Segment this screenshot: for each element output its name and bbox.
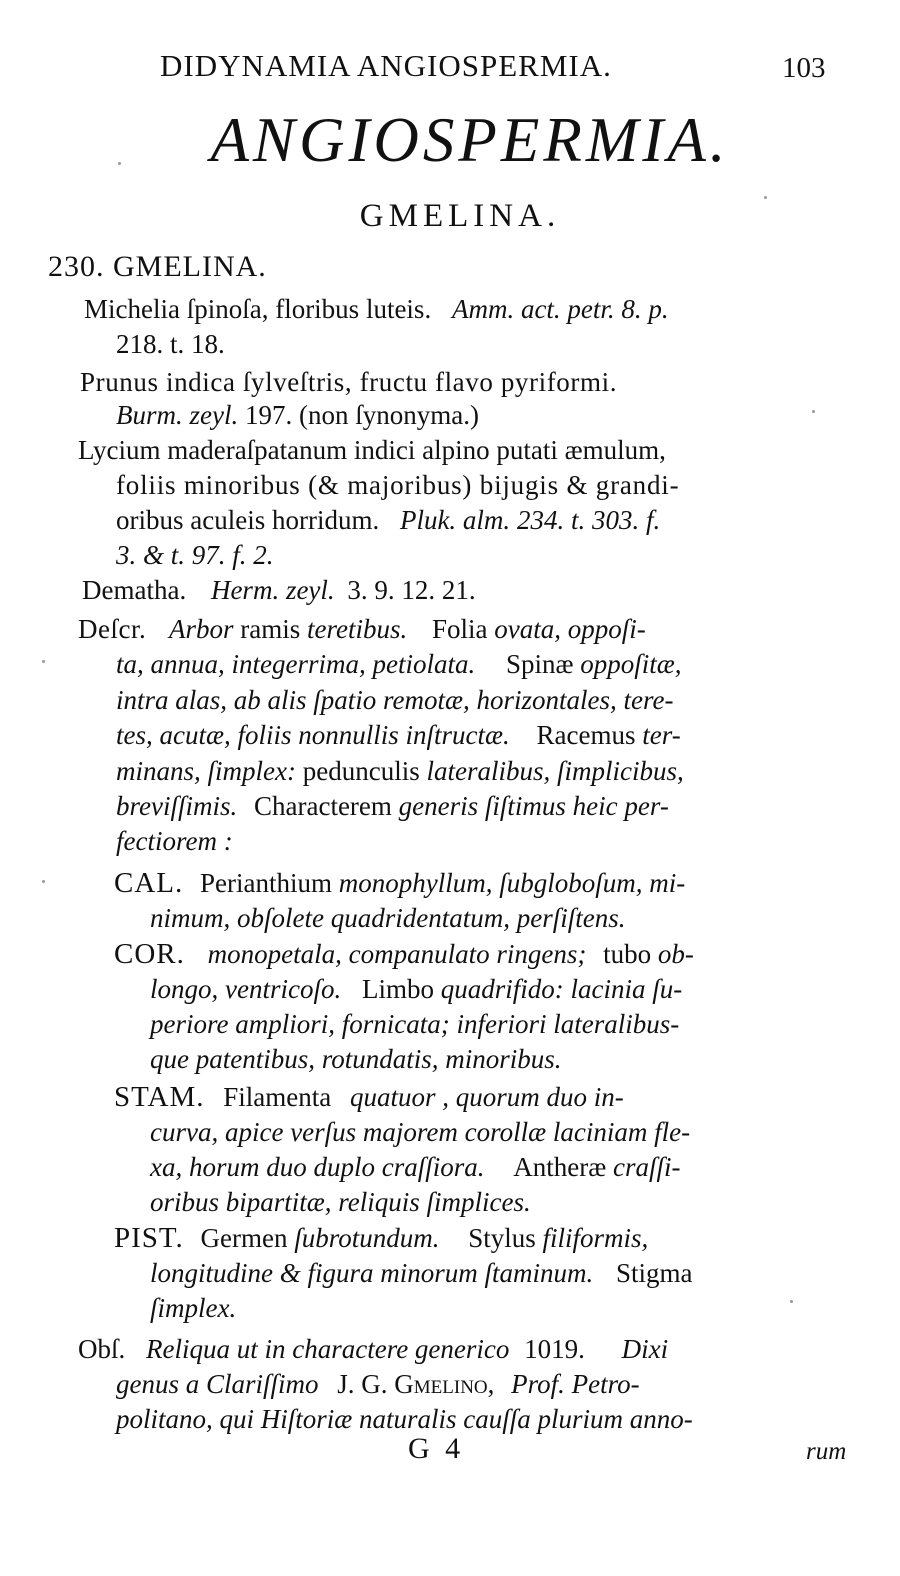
- synonym-prunus-line-2: [116, 398, 479, 433]
- character-term: monophyllum, ſubgloboſum, mi-: [338, 868, 686, 898]
- genus-heading: GMELINA.: [359, 198, 561, 234]
- description-line-6: [116, 789, 669, 824]
- description-term: ta, annua, integerrima, petiolata.: [116, 649, 476, 679]
- description-line-5: [116, 754, 684, 789]
- character-cal-line-1: [114, 866, 685, 901]
- observation-term: Dixi: [621, 1334, 669, 1364]
- character-cor-line-2: [150, 972, 682, 1007]
- description-term: lateralibus, ſimplicibus,: [426, 756, 684, 786]
- description-text: Folia: [432, 614, 488, 644]
- synonym-michelia-line-2: 218. t. 18.: [116, 329, 225, 359]
- section-title: ANGIOSPERMIA.: [210, 105, 730, 175]
- synonym-lycium-line-3: [116, 503, 660, 538]
- running-head: [0, 48, 900, 92]
- character-term: quadrifido: lacinia ſu-: [440, 974, 683, 1004]
- character-cor-line-3: periore ampliori, fornicata; inferiori lateralibus-: [150, 1009, 680, 1039]
- description-line-2: [116, 647, 682, 682]
- observation-text: 1019.: [524, 1334, 585, 1364]
- character-label: CAL.: [114, 867, 184, 899]
- description-term: breviſſimis.: [116, 791, 238, 821]
- character-text: Perianthium: [200, 868, 332, 898]
- print-speck: [42, 660, 45, 663]
- synonym-lycium-line-4: 3. & t. 97. f. 2.: [116, 540, 274, 570]
- synonym-reference-tail: 234. t. 303. f.: [516, 505, 661, 535]
- synonym-text: oribus aculeis horridum.: [116, 505, 380, 535]
- character-text: Stigma: [616, 1258, 693, 1288]
- description-text: Spinæ: [505, 649, 574, 679]
- character-term: monopetala, companulato ringens;: [207, 939, 587, 969]
- character-text: Germen: [200, 1223, 288, 1253]
- character-cor-line-4: que patentibus, rotundatis, minoribus.: [150, 1044, 562, 1074]
- observation-term: Prof. Petro-: [511, 1369, 640, 1399]
- observation-label: Obſ.: [78, 1334, 126, 1364]
- print-speck: [764, 196, 767, 199]
- synonym-text: 197. (non ſynonyma.): [244, 400, 479, 430]
- description-term: minans, ſimplex:: [116, 756, 296, 786]
- character-label: COR.: [114, 938, 185, 970]
- description-text: Racemus: [536, 720, 636, 750]
- description-text: ramis: [240, 614, 301, 644]
- print-speck: [42, 880, 45, 883]
- synonym-dematha-line: [82, 573, 476, 608]
- synonym-reference: Pluk. alm.: [399, 505, 511, 535]
- description-line-4: [116, 718, 681, 753]
- description-line-7: fectiorem :: [116, 826, 233, 856]
- character-stam-line-2: curva, apice verſus majorem corollæ laciniam fle-: [150, 1117, 691, 1147]
- character-text: Stylus: [468, 1223, 536, 1253]
- description-line-3: intra alas, ab alis ſpatio remotæ, horizontales, tere-: [116, 685, 674, 715]
- signature-mark: G 4: [408, 1432, 465, 1465]
- character-stam-line-1: [114, 1080, 624, 1115]
- synonym-lycium-line-2: foliis minoribus (& majoribus) bijugis & grandi-: [116, 470, 680, 500]
- character-text: tubo: [603, 939, 652, 969]
- description-term: ovata, oppoſi-: [494, 614, 646, 644]
- person-name: J. G. Gmelino,: [337, 1369, 495, 1399]
- observation-line-2: [116, 1367, 640, 1402]
- character-text: Limbo: [361, 974, 434, 1004]
- description-term: ter-: [642, 720, 681, 750]
- character-term: longitudine & figura minorum ſtaminum.: [150, 1258, 594, 1288]
- print-speck: [790, 1300, 793, 1303]
- synonym-reference-tail: 3. 9. 12. 21.: [347, 575, 476, 605]
- synonym-text: Michelia ſpinoſa, floribus luteis.: [84, 294, 432, 324]
- character-stam-line-4: oribus bipartitæ, reliquis ſimplices.: [150, 1187, 531, 1217]
- print-speck: [118, 162, 121, 165]
- description-term: generis ſiſtimus heic per-: [398, 791, 669, 821]
- catchword: rum: [806, 1438, 847, 1465]
- page-number: 103: [782, 52, 826, 84]
- character-stam-line-3: [150, 1150, 680, 1185]
- synonym-reference: Burm. zeyl.: [116, 400, 239, 430]
- character-label: PIST.: [114, 1222, 184, 1254]
- character-text: Filamenta: [223, 1082, 332, 1112]
- synonym-text: Dematha.: [82, 575, 187, 605]
- character-cal-line-2: nimum, obſolete quadridentatum, perſiſtens.: [150, 903, 626, 933]
- character-term: craſſi-: [612, 1152, 681, 1182]
- description-text: pedunculis: [302, 756, 420, 786]
- observation-line-1: [78, 1332, 668, 1367]
- character-text: Antheræ: [513, 1152, 607, 1182]
- character-term: ſubrotundum.: [294, 1223, 440, 1253]
- synonym-michelia-line-1: [84, 292, 669, 327]
- observation-term: genus a Clariſſimo: [116, 1369, 319, 1399]
- description-term: oppoſitæ,: [580, 649, 682, 679]
- synonym-lycium-line-1: Lycium maderaſpatanum indici alpino putati æmulum,: [78, 435, 666, 465]
- character-cor-line-1: [114, 937, 694, 972]
- character-term: quatuor , quorum duo in-: [349, 1082, 624, 1112]
- running-head-title: DIDYNAMIA ANGIOSPERMIA.: [160, 48, 612, 83]
- entry-heading: 230. GMELINA.: [48, 250, 267, 283]
- description-text: Characterem: [254, 791, 392, 821]
- print-speck: [812, 410, 815, 413]
- character-term: filiformis,: [542, 1223, 649, 1253]
- description-term: Arbor: [168, 614, 234, 644]
- observation-line-3: politano, qui Hiſtoriæ naturalis cauſſa plurium anno-: [116, 1404, 693, 1434]
- description-term: tes, acutæ, foliis nonnullis inſtructæ.: [116, 720, 510, 750]
- character-term: ob-: [657, 939, 694, 969]
- character-term: longo, ventricoſo.: [150, 974, 342, 1004]
- observation-term: Reliqua ut in charactere generico: [146, 1334, 510, 1364]
- synonym-reference: Amm. act. petr. 8. p.: [451, 294, 669, 324]
- description-term: teretibus.: [307, 614, 408, 644]
- character-pist-line-3: ſimplex.: [150, 1293, 237, 1323]
- character-pist-line-2: [150, 1256, 693, 1291]
- character-pist-line-1: [114, 1221, 648, 1256]
- description-label: Deſcr.: [78, 614, 147, 644]
- description-line-1: [78, 612, 646, 647]
- synonym-prunus-line-1: Prunus indica ſylveſtris, fructu flavo pyriformi.: [80, 367, 618, 397]
- synonym-reference: Herm. zeyl.: [210, 575, 335, 605]
- character-label: STAM.: [114, 1081, 205, 1113]
- character-term: xa, horum duo duplo craſſiora.: [150, 1152, 485, 1182]
